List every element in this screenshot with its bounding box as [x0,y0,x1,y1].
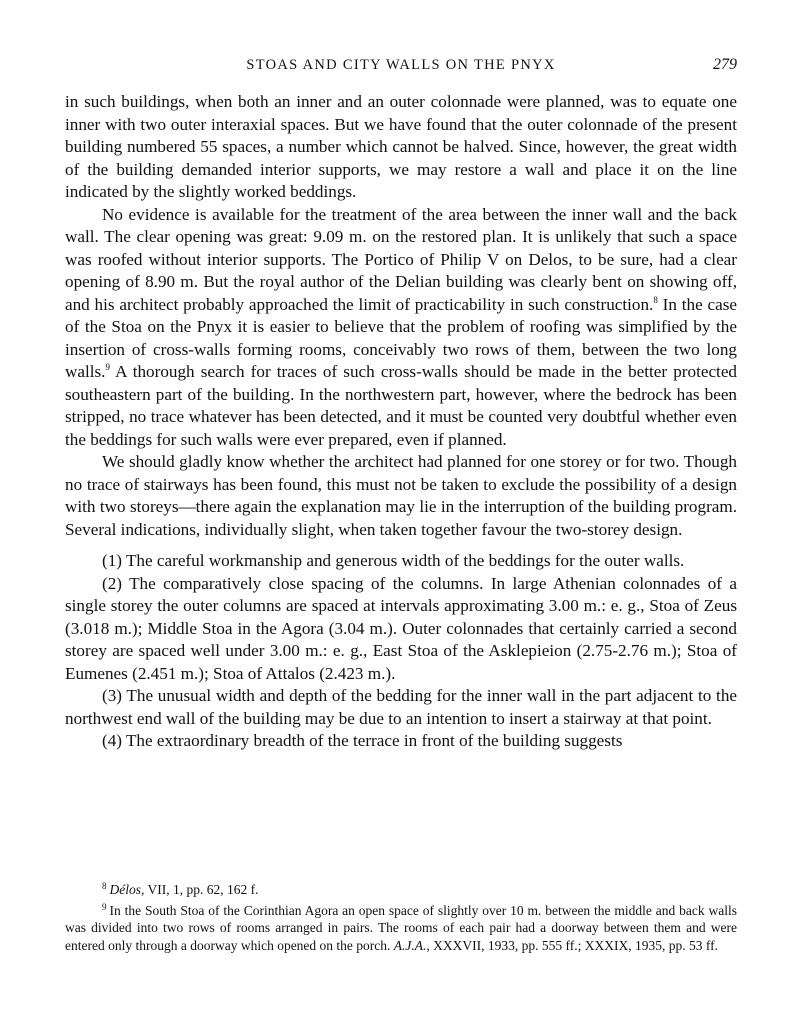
paragraph-text: A thorough search for traces of such cross-walls should be made in the better protected southeastern part of the building. In the northwestern part, however, where the bedrock has been stripped, no trace whatever has been detected, and it must be counted very doubtful whether even the beddings for such walls were ever prepared, even if planned. [65,362,737,449]
paragraph-text: In the case of the Stoa on the Pnyx it is easier to believe that the problem of roofing was simplified by the insertion of cross-walls forming rooms, conceivably two rows of them, between the two long walls. [65,294,737,381]
footnote-title: Délos [109,882,141,897]
page-header [65,57,737,79]
footnote-ref: 9 [105,362,110,372]
numbered-list [65,550,737,753]
footnote-text: , VII, 1, pp. 62, 162 f. [141,882,259,897]
footnote-mark: 8 [102,881,107,891]
list-item: (1) The careful workmanship and generous width of the beddings for the outer walls. [102,551,685,570]
page-number: 279 [713,56,737,73]
paragraph: in such buildings, when both an inner and an outer colonnade were planned, was to equate one inner with two outer interaxial spaces. But we have found that the outer colonnade of the present building numbered 55 spaces, a number which cannot be halved. Since, however, the great width of the building demanded interior supports, we may restore a wall and place it on the line indicated by the slightly worked beddings. [65,92,737,201]
footnote-9 [65,899,737,955]
list-item: (3) The unusual width and depth of the bedding for the inner wall in the part adjacent to the northwest end wall of the building may be due to an intention to insert a stairway at that point. [65,686,737,728]
paragraph-text: No evidence is available for the treatment of the area between the inner wall and the back wall. The clear opening was great: 9.09 m. on the restored plan. It is unlikely that such a space was roofed without interior supports. The Portico of Philip V on Delos, to be sure, had a clear opening of 8.90 m. But the royal author of the Delian building was clearly bent on showing off, and his architect probably approached the limit of practicability in such construction. [65,204,737,314]
footnote-text: In the South Stoa of the Corinthian Agora an open space of slightly over 10 m. between the middle and back walls was divided into two rows of rooms arranged in pairs. The rooms of each pair had a doorway between them and were entered only through a doorway which opened on the porch. [65,902,737,953]
list-item: (4) The extraordinary breadth of the terrace in front of the building suggests [102,731,623,750]
footnote-8 [65,878,737,899]
paragraph: We should gladly know whether the architect had planned for one storey or for two. Though no trace of stairways has been found, this must not be taken to exclude the possibility of a design with two storeys—there again the explanation may lie in the interruption of the building program. Several indications, individually slight, when taken together favour the two-storey design. [65,452,737,539]
running-head: STOAS AND CITY WALLS ON THE PNYX [246,57,556,73]
footnote-journal: A.J.A. [393,937,427,953]
footnotes [65,878,737,954]
paragraph [65,204,737,452]
footnote-ref: 8 [653,294,658,305]
main-text [65,91,737,753]
footnote-text: , XXXVII, 1933, pp. 555 ff.; XXXIX, 1935, pp. 53 ff. [426,937,719,953]
list-item: (2) The comparatively close spacing of the columns. In large Athenian colonnades of a single storey the outer columns are spaced at intervals approximating 3.00 m.: e. g., Stoa of Zeus (3.018 m.); Middle Stoa in the Agora (3.04 m.). Outer colonnades that certainly carried a second storey are spaced well under 3.00 m.: e. g., East Stoa of the Asklepieion (2.75-2.76 m.); Stoa of Eumenes (2.451 m.); Stoa of Attalos (2.423 m.). [65,573,737,683]
footnote-mark: 9 [102,901,107,912]
